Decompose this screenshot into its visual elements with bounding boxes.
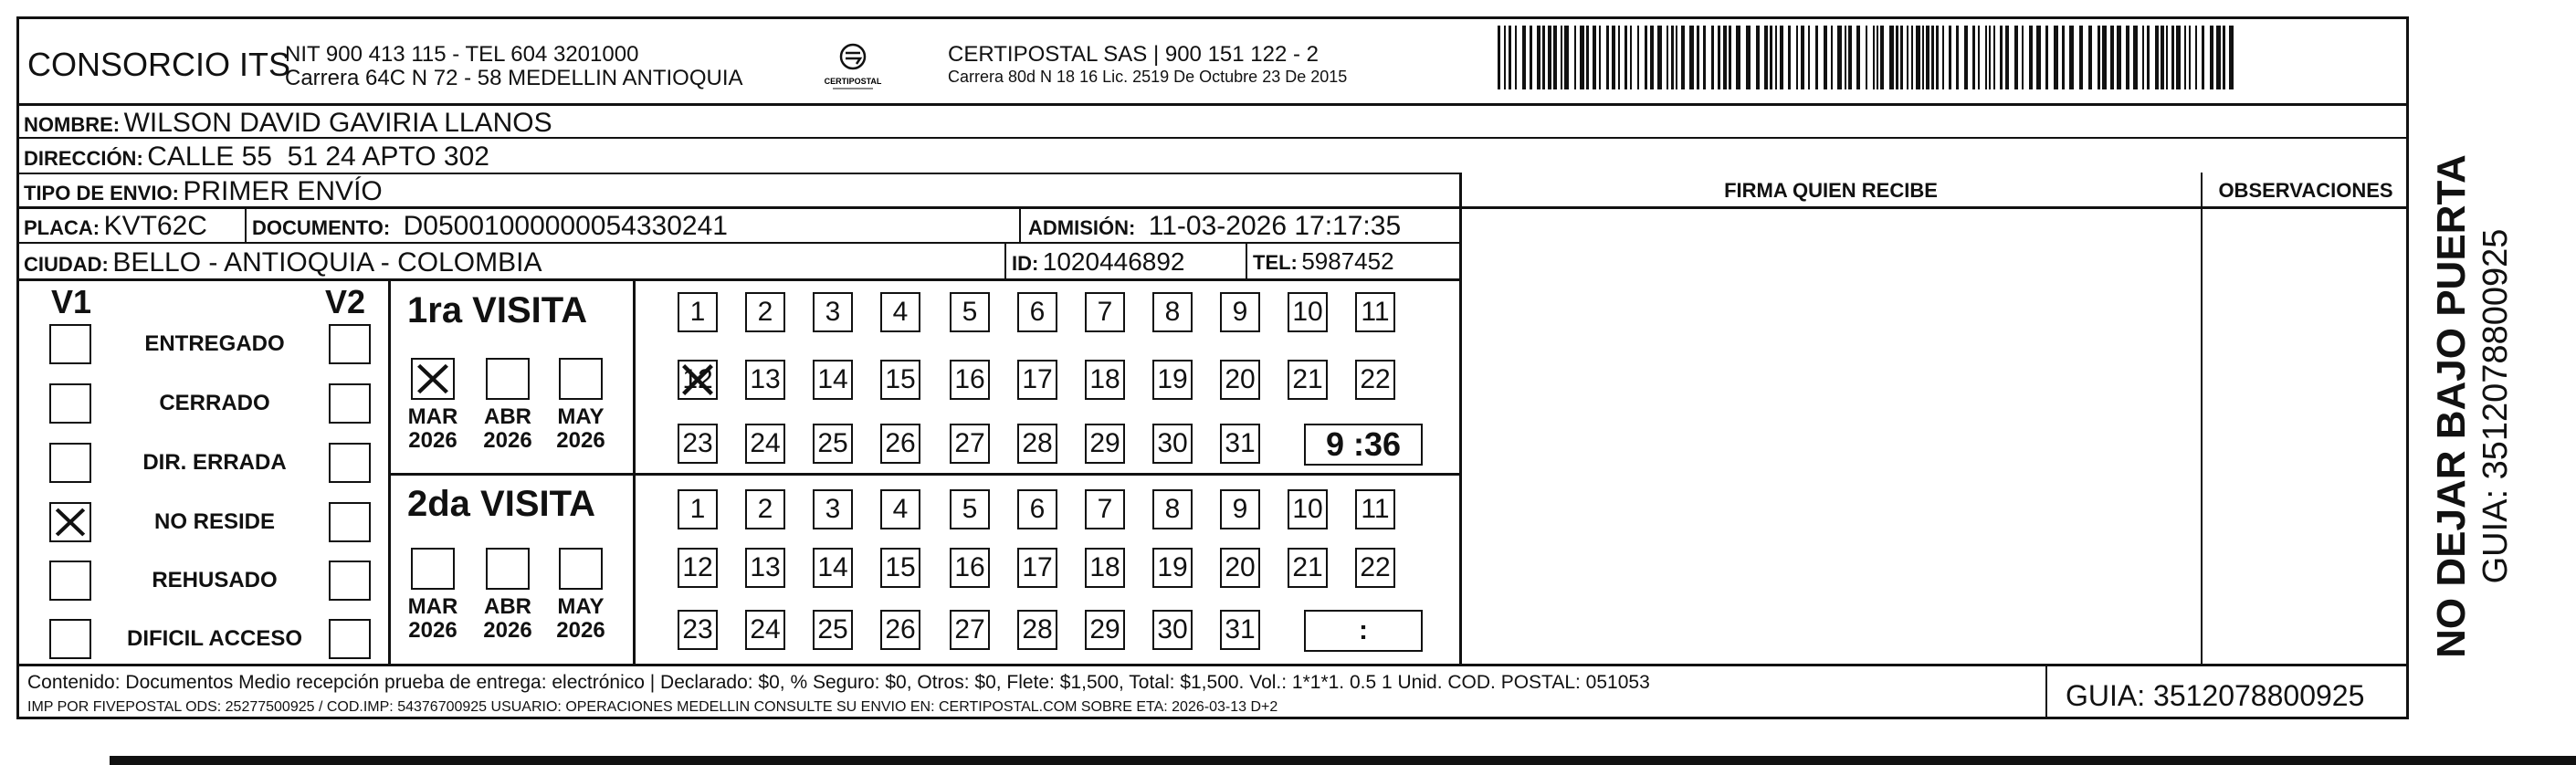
firma-label: FIRMA QUIEN RECIBE — [1724, 179, 1938, 202]
v1-label: V1 — [51, 283, 92, 320]
v2-checkbox-6[interactable] — [329, 619, 371, 659]
day-box-6[interactable]: 6 — [1017, 489, 1057, 529]
id-label: ID: — [1012, 252, 1039, 275]
v2-checkbox-2[interactable] — [329, 383, 371, 424]
v1-checkbox-1[interactable] — [49, 324, 91, 364]
day-box-25[interactable]: 25 — [813, 424, 853, 464]
placa-value: KVT62C — [103, 211, 207, 241]
day-box-28[interactable]: 28 — [1017, 424, 1057, 464]
admision-cell — [1028, 211, 1401, 242]
observaciones-label: OBSERVACIONES — [2218, 179, 2393, 202]
day-box-27[interactable]: 27 — [950, 424, 990, 464]
v1-checkbox-3[interactable] — [49, 443, 91, 483]
day-box-10[interactable]: 10 — [1288, 292, 1328, 332]
nombre-row — [24, 108, 552, 139]
day-box-24[interactable]: 24 — [745, 610, 785, 650]
company-name: CONSORCIO ITS — [27, 46, 291, 83]
direccion-row — [24, 141, 489, 173]
placa-label: PLACA: — [24, 216, 100, 239]
v2-checkbox-4[interactable] — [329, 502, 371, 542]
month-label: MAR — [407, 404, 458, 429]
year-label: 2026 — [483, 618, 532, 643]
day-box-8[interactable]: 8 — [1152, 292, 1193, 332]
day-box-27[interactable]: 27 — [950, 610, 990, 650]
company-address: Carrera 64C N 72 - 58 MEDELLIN ANTIOQUIA — [285, 66, 743, 90]
day-box-28[interactable]: 28 — [1017, 610, 1057, 650]
tipo-value: PRIMER ENVÍO — [183, 176, 383, 206]
month-checkbox-mar[interactable] — [411, 358, 455, 400]
day-box-2[interactable]: 2 — [745, 292, 785, 332]
carrier-name: CERTIPOSTAL SAS | 900 151 122 - 2 — [948, 42, 1319, 67]
day-box-1[interactable]: 1 — [678, 489, 718, 529]
day-box-30[interactable]: 30 — [1152, 610, 1193, 650]
day-box-15[interactable]: 15 — [880, 548, 920, 588]
tel-label: TEL: — [1253, 251, 1298, 274]
tipo-row — [24, 176, 383, 207]
id-value: 1020446892 — [1042, 247, 1185, 276]
tipo-label: TIPO DE ENVIO: — [24, 182, 179, 204]
documento-label: DOCUMENTO: — [252, 216, 391, 239]
month-checkbox-may[interactable] — [559, 358, 603, 400]
day-box-16[interactable]: 16 — [950, 360, 990, 400]
day-box-4[interactable]: 4 — [880, 292, 920, 332]
day-box-5[interactable]: 5 — [950, 489, 990, 529]
visit2-time-value: : — [1359, 615, 1368, 645]
v1-checkbox-6[interactable] — [49, 619, 91, 659]
year-label: 2026 — [408, 428, 457, 453]
day-box-19[interactable]: 19 — [1152, 360, 1193, 400]
v1-checkbox-4[interactable] — [49, 502, 91, 542]
logo-text: CERTIPOSTAL — [824, 77, 882, 86]
day-box-10[interactable]: 10 — [1288, 489, 1328, 529]
day-box-18[interactable]: 18 — [1085, 360, 1125, 400]
status-option-label: DIR. ERRADA — [142, 450, 287, 475]
day-box-16[interactable]: 16 — [950, 548, 990, 588]
barcode — [1498, 26, 2246, 89]
v2-checkbox-5[interactable] — [329, 561, 371, 601]
ciudad-label: CIUDAD: — [24, 253, 109, 276]
id-cell — [1012, 247, 1185, 277]
footer-imp: IMP POR FIVEPOSTAL ODS: 25277500925 / COD.IMP: 54376700925 USUARIO: OPERACIONES MEDELLIN CONSULTE SU ENVIO EN: CERTIPOSTAL.COM SOBRE ETA: 2026-03-13 D+2 — [27, 699, 1278, 715]
day-box-11[interactable]: 11 — [1355, 489, 1395, 529]
day-box-21[interactable]: 21 — [1288, 360, 1328, 400]
year-label: 2026 — [408, 618, 457, 643]
day-box-1[interactable]: 1 — [678, 292, 718, 332]
observaciones-area[interactable] — [2204, 208, 2407, 662]
day-box-25[interactable]: 25 — [813, 610, 853, 650]
year-label: 2026 — [556, 428, 605, 453]
day-box-14[interactable]: 14 — [813, 360, 853, 400]
day-box-22[interactable]: 22 — [1355, 360, 1395, 400]
day-box-8[interactable]: 8 — [1152, 489, 1193, 529]
day-box-30[interactable]: 30 — [1152, 424, 1193, 464]
v1-checkbox-2[interactable] — [49, 383, 91, 424]
documento-value: D05001000000054330241 — [403, 211, 728, 241]
ciudad-cell — [24, 247, 541, 278]
nombre-value: WILSON DAVID GAVIRIA LLANOS — [123, 108, 552, 138]
day-check-mark — [678, 360, 718, 400]
day-box-2[interactable]: 2 — [745, 489, 785, 529]
nombre-label: NOMBRE: — [24, 113, 121, 136]
visit1-title: 1ra VISITA — [407, 290, 588, 330]
visit1-time[interactable] — [1304, 424, 1423, 466]
day-box-20[interactable]: 20 — [1220, 548, 1260, 588]
day-box-3[interactable]: 3 — [813, 489, 853, 529]
day-box-23[interactable]: 23 — [678, 610, 718, 650]
month-label: MAY — [557, 594, 605, 619]
direccion-label: DIRECCIÓN: — [24, 147, 143, 170]
month-checkbox-abr[interactable] — [486, 548, 530, 590]
company-nit: NIT 900 413 115 - TEL 604 3201000 — [285, 42, 639, 67]
day-box-3[interactable]: 3 — [813, 292, 853, 332]
tel-value: 5987452 — [1301, 247, 1394, 275]
visit1-time-value: 9 :36 — [1325, 425, 1402, 463]
day-box-15[interactable]: 15 — [880, 360, 920, 400]
day-box-29[interactable]: 29 — [1085, 610, 1125, 650]
day-box-23[interactable]: 23 — [678, 424, 718, 464]
day-box-17[interactable]: 17 — [1017, 360, 1057, 400]
day-box-13[interactable]: 13 — [745, 360, 785, 400]
month-label: ABR — [484, 404, 531, 429]
tel-cell — [1253, 247, 1394, 276]
day-box-13[interactable]: 13 — [745, 548, 785, 588]
month-label: MAY — [557, 404, 605, 429]
month-label: ABR — [484, 594, 531, 619]
day-box-11[interactable]: 11 — [1355, 292, 1395, 332]
status-option-label: REHUSADO — [152, 568, 278, 592]
visit2-time[interactable] — [1304, 610, 1423, 652]
month-checkbox-mar[interactable] — [411, 548, 455, 590]
status-option-label: CERRADO — [159, 391, 270, 415]
status-option-label: ENTREGADO — [144, 331, 285, 356]
day-box-26[interactable]: 26 — [880, 610, 920, 650]
v2-checkbox-3[interactable] — [329, 443, 371, 483]
v1-checkbox-5[interactable] — [49, 561, 91, 601]
status-option-label: DIFICIL ACCESO — [126, 626, 302, 651]
day-box-18[interactable]: 18 — [1085, 548, 1125, 588]
day-box-20[interactable]: 20 — [1220, 360, 1260, 400]
certipostal-logo — [824, 38, 882, 93]
day-box-29[interactable]: 29 — [1085, 424, 1125, 464]
month-checkbox-abr[interactable] — [486, 358, 530, 400]
v2-label: V2 — [325, 283, 366, 320]
day-box-7[interactable]: 7 — [1085, 489, 1125, 529]
status-option-label: NO RESIDE — [153, 509, 276, 534]
ciudad-value: BELLO - ANTIOQUIA - COLOMBIA — [112, 247, 542, 278]
day-box-31[interactable]: 31 — [1220, 424, 1260, 464]
day-box-22[interactable]: 22 — [1355, 548, 1395, 588]
day-box-26[interactable]: 26 — [880, 424, 920, 464]
day-box-12[interactable]: 12 — [678, 360, 718, 400]
day-box-7[interactable]: 7 — [1085, 292, 1125, 332]
documento-cell — [252, 211, 728, 242]
day-box-4[interactable]: 4 — [880, 489, 920, 529]
year-label: 2026 — [483, 428, 532, 453]
v2-checkbox-1[interactable] — [329, 324, 371, 364]
carrier-address: Carrera 80d N 18 16 Lic. 2519 De Octubre 23 De 2015 — [948, 68, 1348, 86]
day-box-14[interactable]: 14 — [813, 548, 853, 588]
month-checkbox-may[interactable] — [559, 548, 603, 590]
day-box-19[interactable]: 19 — [1152, 548, 1193, 588]
side-warning — [2425, 91, 2526, 721]
footer-contenido: Contenido: Documentos Medio recepción prueba de entrega: electrónico | Declarado: $0, % Seguro: $0, Otros: $0, Flete: $1,500, Total: $1,500. Vol.: 1*1*1. 0.5 1 Unid. COD. POSTAL: 051053 — [27, 672, 1650, 693]
admision-value: 11-03-2026 17:17:35 — [1148, 211, 1402, 241]
footer-guia: GUIA: 3512078800925 — [2066, 679, 2365, 712]
day-box-6[interactable]: 6 — [1017, 292, 1057, 332]
admision-label: ADMISIÓN: — [1028, 216, 1136, 239]
side-guia-text: GUIA: 3512078800925 — [2476, 228, 2515, 584]
visit2-title: 2da VISITA — [407, 484, 595, 524]
day-box-9[interactable]: 9 — [1220, 292, 1260, 332]
day-box-5[interactable]: 5 — [950, 292, 990, 332]
day-box-31[interactable]: 31 — [1220, 610, 1260, 650]
day-box-12[interactable]: 12 — [678, 548, 718, 588]
day-box-21[interactable]: 21 — [1288, 548, 1328, 588]
placa-cell — [24, 211, 207, 242]
firma-area[interactable] — [1463, 208, 2199, 662]
direccion-value: CALLE 55 51 24 APTO 302 — [147, 141, 489, 172]
month-label: MAR — [407, 594, 458, 619]
year-label: 2026 — [556, 618, 605, 643]
bottom-rule — [110, 756, 2576, 765]
day-box-24[interactable]: 24 — [745, 424, 785, 464]
day-box-9[interactable]: 9 — [1220, 489, 1260, 529]
day-box-17[interactable]: 17 — [1017, 548, 1057, 588]
side-warning-text: NO DEJAR BAJO PUERTA — [2429, 154, 2474, 658]
